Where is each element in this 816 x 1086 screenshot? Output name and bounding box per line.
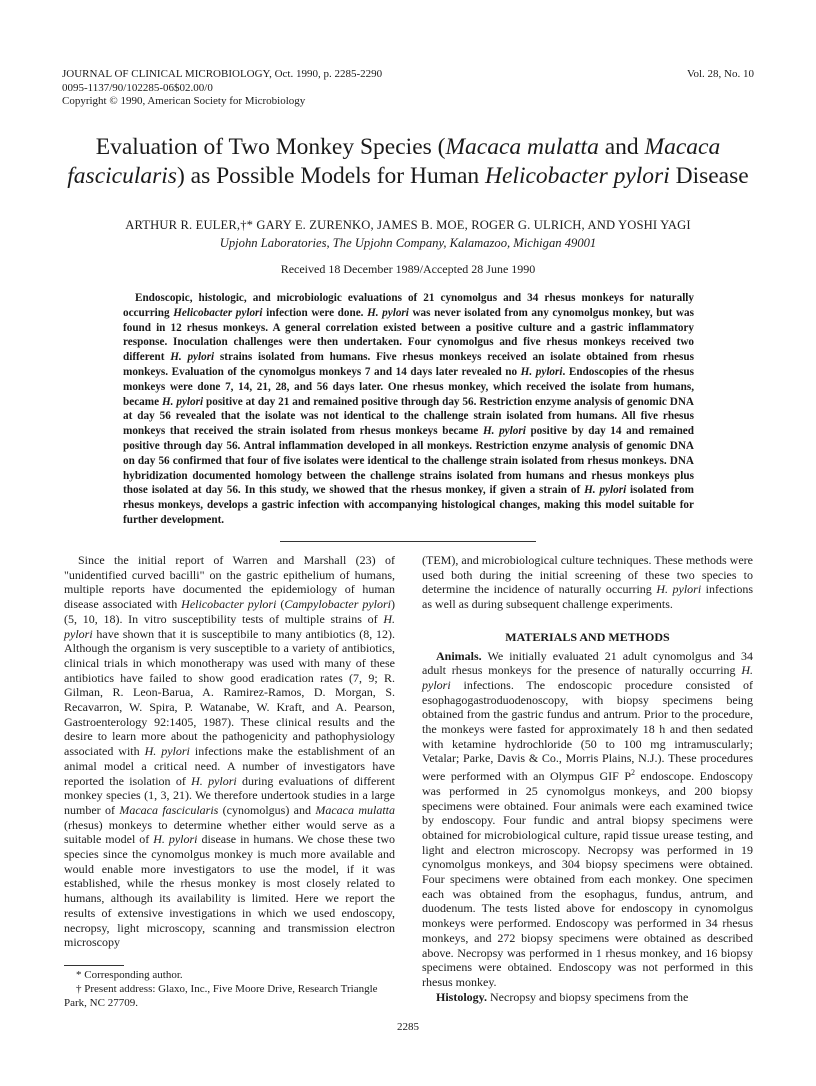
affiliation: Upjohn Laboratories, The Upjohn Company, Kalamazoo, Michigan 49001 [219,236,597,250]
article-title: Evaluation of Two Monkey Species (Macaca mulatta and Macaca fascicularis) as Possible Models for Human Helicobacter pylori Disease [67,134,749,189]
abstract: Endoscopic, histologic, and microbiologic evaluations of 21 cynomolgus and 34 rhesus monkeys for naturally occurring Helicobacter pylori infection were done. H. pylori was never isolated from any cynomolgus monkey, but was found in 12 rhesus monkeys. A general correlation existed between a positive culture and a gastric inflammatory response. Inoculation challenges were then undertaken. Four cynomolgus and five rhesus monkeys received two different H. pylori strains isolated from humans. Five rhesus monkeys received an isolate obtained from rhesus monkeys. Evaluation of the cynomolgus monkeys 7 and 14 days later revealed no H. pylori. Endoscopies of the rhesus monkeys were done 7, 14, 21, 28, and 56 days later. One rhesus monkey, which received the isolate from humans, became H. pylori positive at day 21 and remained positive through day 56. Restriction enzyme analysis of genomic DNA at day 56 revealed that the isolate was not identical to the challenge strain isolated from humans. All five rhesus monkeys that received the strain isolated from rhesus monkeys became H. pylori positive by day 14 and remained positive through day 56. Antral inflammation developed in all monkeys. Restriction enzyme analysis of genomic DNA on day 56 confirmed that four of five isolates were identical to the challenge strain isolated from rhesus monkeys. DNA hybridization documented homology between the challenge strains isolated from humans and rhesus monkeys plus those isolated at day 56. In this study, we showed that the rhesus monkey, if given a strain of H. pylori isolated from rhesus monkeys, develops a gastric infection with accompanying histological changes, making this model suitable for further development. [123,292,694,526]
page-number: 2285 [397,1021,419,1033]
article-code: 0095-1137/90/102285-06$02.00/0 [62,81,213,94]
author-list: ARTHUR R. EULER,†* GARY E. ZURENKO, JAMES B. MOE, ROGER G. ULRICH, AND YOSHI YAGI [125,218,691,232]
footnote-corresponding-author: * Corresponding author. [76,969,183,981]
introduction-continued: (TEM), and microbiological culture techniques. These methods were used both during the initial screening of these two species to determine the incidence of naturally occurring H. pylori infections as well as during subsequent challenge experiments. [422,553,753,612]
footnote-divider [64,965,124,966]
right-column [422,553,753,1004]
histology-runin-heading: Histology. [436,989,488,1004]
journal-citation: JOURNAL OF CLINICAL MICROBIOLOGY, Oct. 1990, p. 2285-2290 [62,68,383,80]
copyright-line: Copyright © 1990, American Society for Microbiology [62,95,306,108]
animals-runin-heading: Animals. [436,648,482,663]
animals-paragraph: Animals. We initially evaluated 21 adult cynomolgus and 34 adult rhesus monkeys for the presence of naturally occurring H. pylori infections. The endoscopic procedure consisted of esophagogastroduodenoscopy, with biopsy specimens being obtained from the gastric fundus and antrum. Prior to the procedure, the monkeys were fasted for approximately 18 h and then sedated with ketamine hydrochloride (50 to 100 mg intramuscularly; Vetalar; Parke, Davis & Co., Morris Plains, N.J.). These procedures were performed with an Olympus GIF $P^2$ endoscope. Endoscopy was performed in 25 cynomolgus monkeys, and 200 biopsy specimens were obtained. Four animals were each examined twice by endoscopy. Four fundic and antral biopsy specimens were obtained for microbiological culture, rapid tissue urease testing, and light and electron microscopy. Necropsy was performed in 19 cynomolgus monkeys, and 304 biopsy specimens were obtained. Four specimens were obtained from each monkey. One specimen each was obtained from the esophagus, fundus, antrum, and duodenum. The tests listed above for endoscopy in cynomolgus monkeys were performed. Endoscopy was performed in 34 rhesus monkeys, and 272 biopsy specimens were obtained as described above. Necropsy was performed in 1 rhesus monkey, and 16 biopsy specimens were obtained. Endoscopy was not performed in this rhesus monkey. [422,648,753,989]
abstract-divider [280,541,536,542]
histology-paragraph: Histology. Necropsy and biopsy specimens from the [436,989,689,1004]
introduction-paragraph: Since the initial report of Warren and Marshall (23) of "unidentified curved bacilli" on the gastric epithelium of humans, multiple reports have documented the epidemiology of human disease associated with Helicobacter pylori (Campylobacter pylori) (5, 10, 18). In vitro susceptibility tests of multiple strains of H. pylori have shown that it is susceptibile to many antibiotics (8, 12). Although the organism is very susceptible to a variety of antibiotics, clinical trials in which monotherapy was used with many of these antibiotics have failed to show good eradication rates (7, 9; R. Gilman, R. Leon-Barua, A. Ramirez-Ramos, D. Morgan, S. Recavarron, W. Spira, P. Watanabe, W. Kraft, and A. Pearson, Gastroenterology 92:1405, 1987). These clinical results and the desire to learn more about the pathogenicity and pathophysiology associated with H. pylori infections make the establishment of an animal model a critical need. A number of investigators have reported the isolation of H. pylori during evaluations of different monkey species (1, 3, 21). We therefore undertook studies in a large number of Macaca fascicularis (cynomolgus) and Macaca mulatta (rhesus) monkeys to determine whether either would serve as a suitable model of H. pylori disease in humans. We chose these two species since the cynomolgus monkey is much more available and would enable more investigators to use the model, if it was established, while the rhesus monkey is most closely related to humans, although its availability is limited. Here we report the results of extensive investigations in which we used endoscopy, necropsy, light microscopy, scanning and transmission electron microscopy [64,553,396,950]
footnote-present-address: † Present address: Glaxo, Inc., Five Moore Drive, Research Triangle Park, NC 27709. [64,983,378,1009]
left-column [64,553,395,950]
section-heading-methods: MATERIALS AND METHODS [505,629,670,644]
volume-issue: Vol. 28, No. 10 [686,68,754,80]
received-accepted-dates: Received 18 December 1989/Accepted 28 June 1990 [280,262,536,276]
